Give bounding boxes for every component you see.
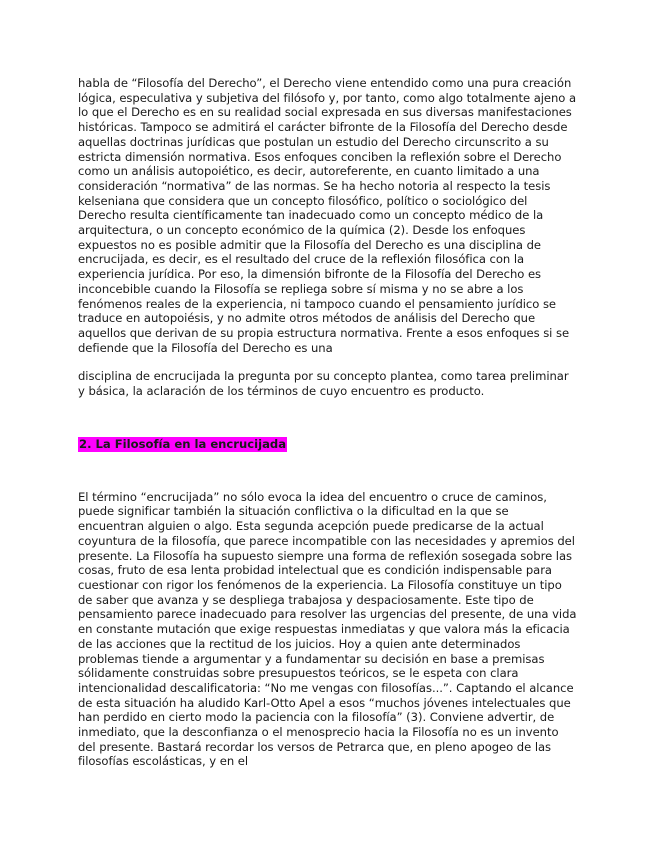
paragraph-3: El término “encrucijada” no sólo evoca la idea del encuentro o cruce de caminos, puede significar también la situación conflictiva o la dificultad en la que se encuentran alguien o algo. Esta segunda acepción puede predicarse de la actual coyuntura de la filosofía, que parece incompatible con las necesidades y apremios del presente. La Filosofía ha supuesto siempre una forma de reflexión sosegada sobre las cosas, fruto de esa lenta probidad intelectual que es condición indispensable para cuestionar con rigor los fenómenos de la experiencia. La Filosofía constituye un tipo de saber que avanza y se despliega trabajosa y despaciosamente. Este tipo de pensamiento parece inadecuado para resolver las urgencias del presente, de una vida en constante mutación que exige respuestas inmediatas y que valora más la eficacia de las acciones que la rectitud de los juicios. Hoy a quien ante determinados problemas tiende a argumentar y a fundamentar su decisión en base a premisas sólidamente construidas sobre presupuestos teóricos, se le espeta con clara intencionalidad descalificatoria: “No me vengas con filosofías...”. Captando el alcance de esta situación ha aludido Karl-Otto Apel a esos “muchos jóvenes intelectuales que han perdido en cierto modo la paciencia con la filosofía” (3). Conviene advertir, de inmediato, que la desconfianza o el menosprecio hacia la Filosofía no es un invento del presente. Bastará recordar los versos de Petrarca que, en pleno apogeo de las filosofías escolásticas, y en el — [78, 489, 577, 769]
paragraph-1: habla de “Filosofía del Derecho”, el Derecho viene entendido como una pura creación lógica, especulativa y subjetiva del filósofo y, por tanto, como algo totalmente ajeno a lo que el Derecho es en su realidad social expresada en sus diversas manifestaciones históricas. Tampoco se admitirá el carácter bifronte de la Filosofía del Derecho desde aquellas doctrinas jurídicas que postulan un estudio del Derecho circunscrito a su estricta dimensión normativa. Esos enfoques conciben la reflexión sobre el Derecho como un análisis autopoiético, es decir, autoreferente, en cuanto limitado a una consideración “normativa” de las normas. Se ha hecho notoria al respecto la tesis kelseniana que considera que un concepto filosófico, político o sociológico del Derecho resulta científicamente tan inadecuado como un concepto médico de la arquitectura, o un concepto económico de la química (2). Desde los enfoques expuestos no es posible admitir que la Filosofía del Derecho es una disciplina de encrucijada, es decir, es el resultado del cruce de la reflexión filosófica con la experiencia jurídica. Por eso, la dimensión bifronte de la Filosofía del Derecho es inconcebible cuando la Filosofía se repliega sobre sí misma y no se abre a los fenómenos reales de la experiencia, ni tampoco cuando el pensamiento jurídico se traduce en autopoiésis, y no admite otros métodos de análisis del Derecho que aquellos que derivan de su propia estructura normativa. Frente a esos enfoques si se defiende que la Filosofía del Derecho es una — [78, 76, 577, 355]
paragraph-2: disciplina de encrucijada la pregunta por su concepto plantea, como tarea preliminar y básica, la aclaración de los términos de cuyo encuentro es producto. — [78, 369, 569, 399]
section-heading: 2. La Filosofía en la encrucijada — [79, 436, 287, 451]
document-page — [78, 76, 578, 769]
